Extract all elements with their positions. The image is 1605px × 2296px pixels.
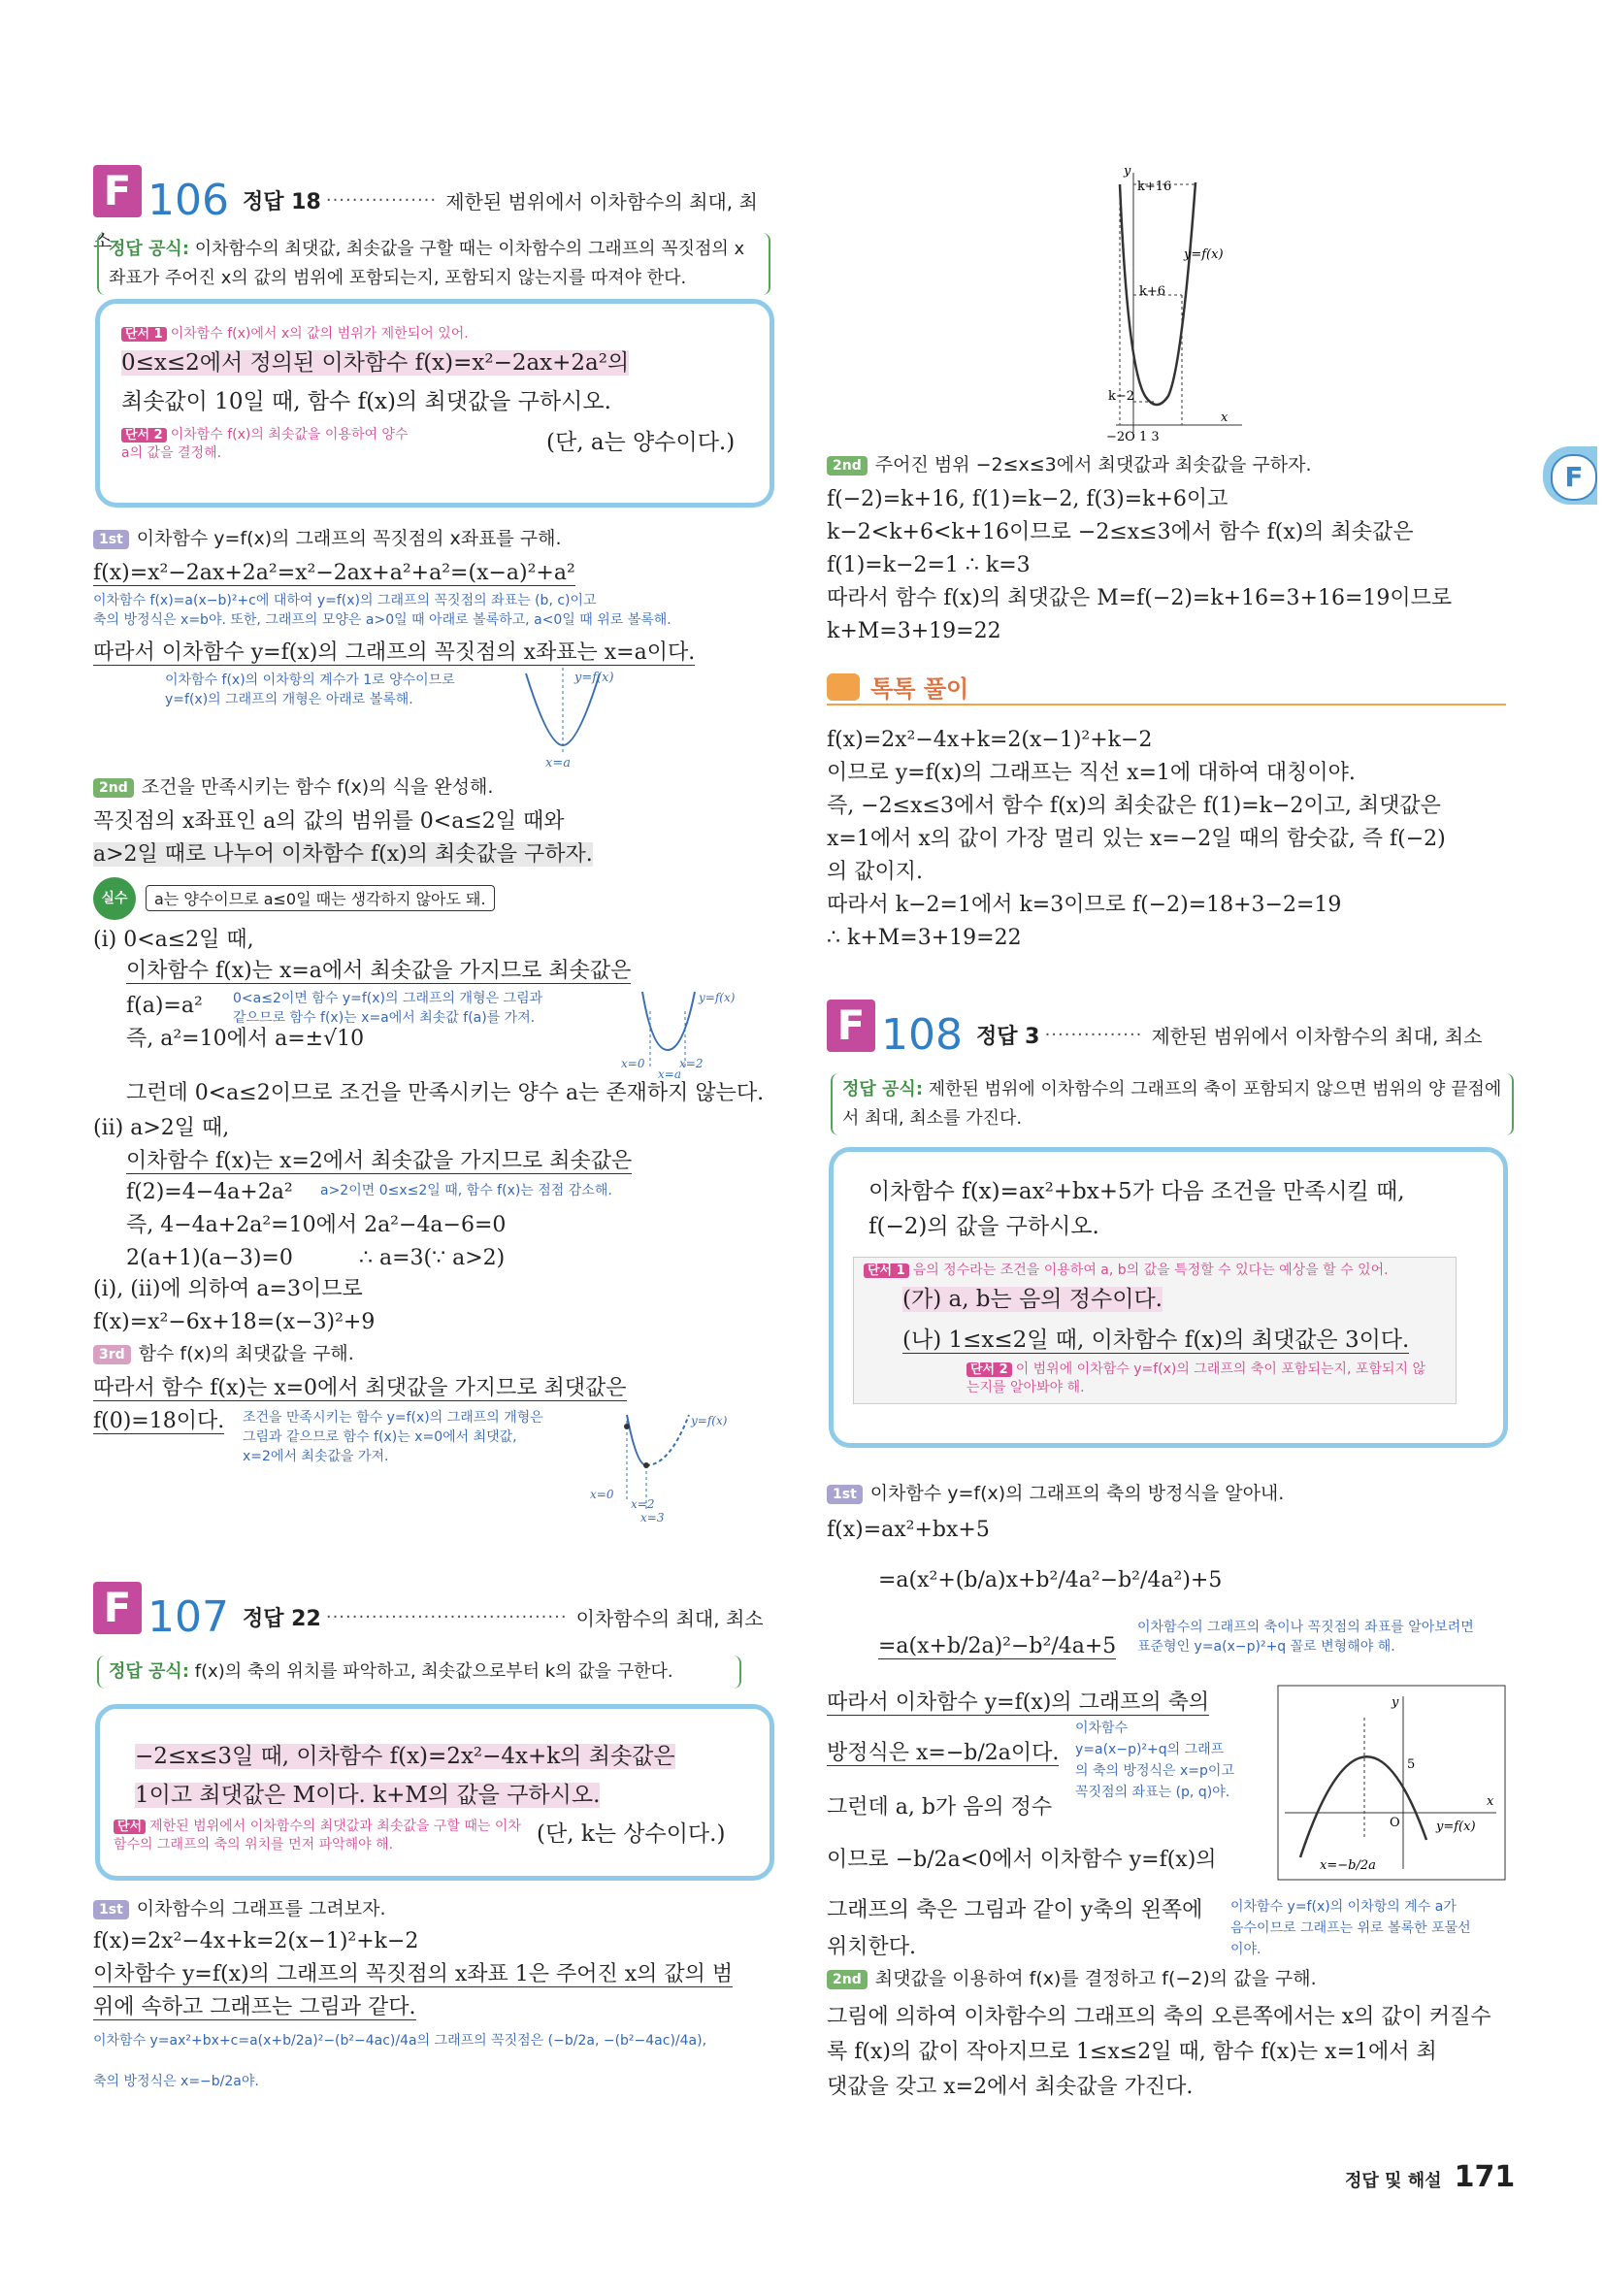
- step-1st-108: [827, 1479, 1284, 1508]
- tick-labels: −2O 1 3: [1106, 430, 1160, 444]
- eq-line: f(x)=ax²+bx+5: [827, 1518, 990, 1542]
- step-3rd-106: [93, 1339, 354, 1368]
- page-number: 171: [1454, 2160, 1516, 2194]
- eq-line: k−2<k+6<k+16이므로 −2≤x≤3에서 함수 f(x)의 최솟값은: [827, 520, 1414, 544]
- body-line: ∴ k+M=3+19=22: [827, 926, 1022, 950]
- leader-dots: ···············: [1044, 1025, 1143, 1045]
- note: x=2에서 최솟값을 가져.: [243, 1449, 389, 1464]
- topic-label: 제한된 범위에서 이차함수의 최대, 최소: [93, 190, 758, 252]
- question-box-107: [95, 1704, 774, 1881]
- eq-line: ∴ a=3(∵ a>2): [359, 1246, 506, 1270]
- note: 축의 방정식은 x=−b/2a야.: [93, 2074, 259, 2089]
- leader-dots: ·················: [325, 190, 438, 211]
- graph-label: x=a: [658, 1067, 681, 1081]
- note: 이차함수 f(x)=a(x−b)²+c에 대하여 y=f(x)의 그래프의 꼭짓점의 좌표는 (b, c)이고: [93, 593, 597, 608]
- hint-text: 이 범위에 이차함수 y=f(x)의 그래프의 축이 포함되는지, 포함되지 않는지를 알아봐야 해.: [966, 1361, 1425, 1395]
- note: 의 축의 방정식은 x=p이고: [1075, 1763, 1234, 1779]
- eq-line: =a(x²+(b/a)x+b²/4a²−b²/4a²)+5: [878, 1568, 1223, 1592]
- step-text: 조건을 만족시키는 함수 f(x)의 식을 완성해.: [141, 776, 494, 798]
- step-2nd-107: [827, 450, 1312, 479]
- step-text: 최댓값을 이용하여 f(x)를 결정하고 f(−2)의 값을 구해.: [874, 1968, 1317, 1989]
- origin-label: O: [1390, 1816, 1400, 1830]
- body-line: 댓값을 갖고 x=2에서 최솟값을 가진다.: [827, 2075, 1194, 2099]
- note: 이야.: [1230, 1942, 1261, 1957]
- body-line: (ⅰ), (ⅱ)에 의하여 a=3이므로: [93, 1277, 363, 1301]
- question-line-2: [135, 1777, 600, 1814]
- warning-text: a는 양수이므로 a≤0일 때는 생각하지 않아도 돼.: [146, 885, 495, 911]
- body-text: 이차함수 y=f(x)의 그래프의 꼭짓점의 x좌표 1은 주어진 x의 값의 범: [93, 1962, 734, 1986]
- note: 이차함수 y=f(x)의 이차항의 계수 a가: [1230, 1899, 1457, 1915]
- answer-label: 정답 18: [242, 190, 321, 214]
- step-tag: 1st: [827, 1485, 863, 1504]
- question-line-1: [121, 344, 629, 381]
- eq-line: 2(a+1)(a−3)=0: [126, 1246, 293, 1270]
- body-line: [93, 805, 565, 837]
- body-line: 그런데 a, b가 음의 정수: [827, 1795, 1053, 1820]
- body-text: 꼭짓점의 x좌표인 a의 값의 범위를 0<a≤2일 때와: [93, 809, 565, 834]
- body-line: [126, 955, 631, 987]
- graph-label: x=2: [679, 1057, 704, 1070]
- note: 이차함수 y=ax²+bx+c=a(x+b/2a)²−(b²−4ac)/4a의 그래프의 꼭짓점은 (−b/2a, −(b²−4ac)/4a),: [93, 2033, 707, 2049]
- body-line: 위치한다.: [827, 1935, 917, 1959]
- page-footer: [1345, 2160, 1515, 2194]
- question-text: 0≤x≤2에서 정의된 이차함수 f(x)=x²−2ax+2a²의: [121, 350, 630, 376]
- eq-line: 즉, 4−4a+2a²=10에서 2a²−4a−6=0: [126, 1213, 507, 1237]
- case-1: (ⅰ) 0<a≤2일 때,: [93, 928, 254, 952]
- graph-label: y=f(x): [691, 1414, 728, 1427]
- note: y=f(x)의 그래프의 개형은 아래로 볼록해.: [165, 692, 413, 707]
- body-text: 방정식은 x=−b/2a이다.: [827, 1741, 1060, 1765]
- body-line: 즉, −2≤x≤3에서 함수 f(x)의 최솟값은 f(1)=k−2이고, 최댓값은: [827, 794, 1441, 818]
- axis-label: x: [1487, 1794, 1494, 1809]
- point: [624, 1424, 630, 1429]
- body-line: 의 값이지.: [827, 860, 923, 884]
- eq-line: k+M=3+19=22: [827, 619, 1001, 643]
- step-text: 주어진 범위 −2≤x≤3에서 최댓값과 최솟값을 구하자.: [874, 454, 1312, 476]
- answer-label: 정답 3: [975, 1025, 1040, 1049]
- eq-line: [878, 1630, 1116, 1662]
- eq-line: [93, 557, 575, 589]
- sparkle-icon: [827, 673, 860, 701]
- step-tag: 1st: [93, 530, 129, 549]
- note: 음수이므로 그래프는 위로 볼록한 포물선: [1230, 1920, 1471, 1936]
- hint-text: 음의 정수라는 조건을 이용하여 a, b의 값을 특정할 수 있다는 예상을 할 수 있어.: [912, 1263, 1389, 1278]
- body-line: 따라서 k−2=1에서 k=3이므로 f(−2)=18+3−2=19: [827, 893, 1342, 917]
- formula-text: 이차함수의 최댓값, 최솟값을 구할 때는 이차함수의 그래프의 꼭짓점의 x좌표가 주어진 x의 값의 범위에 포함되는지, 포함되지 않는지를 따져야 한다.: [109, 239, 745, 288]
- step-tag: 2nd: [827, 1970, 868, 1989]
- problem-number: 108: [881, 1010, 963, 1060]
- step-text: 이차함수 y=f(x)의 그래프의 꼭짓점의 x좌표를 구해.: [136, 528, 562, 549]
- body-line: [93, 838, 593, 870]
- graph-frame: [1278, 1686, 1505, 1880]
- graph-2-106: [621, 982, 737, 1079]
- side-tab: [1543, 446, 1597, 505]
- point: [643, 1462, 649, 1468]
- body-text: 이차함수 f(x)는 x=a에서 최솟값을 가지므로 최솟값은: [126, 959, 632, 983]
- tok-title: 톡톡 풀이: [870, 675, 969, 703]
- graph-label: x=0: [590, 1488, 614, 1501]
- formula-label: 정답 공식:: [109, 1661, 190, 1682]
- note: 이차함수: [1075, 1721, 1129, 1736]
- graph-label: x=−b/2a: [1320, 1858, 1376, 1873]
- formula-label: 정답 공식:: [842, 1079, 924, 1099]
- body-line: [827, 1737, 1059, 1769]
- f-badge: F: [93, 1582, 142, 1634]
- question-condition: (단, a는 양수이다.): [546, 430, 736, 455]
- topic-label: 이차함수의 최대, 최소: [575, 1607, 764, 1630]
- body-text: 따라서 이차함수 y=f(x)의 그래프의 축의: [827, 1690, 1210, 1715]
- graph-label: x=0: [621, 1057, 645, 1070]
- note: 그림과 같으므로 함수 f(x)는 x=0에서 최댓값,: [243, 1429, 517, 1445]
- hint-tag: 단서 2: [966, 1362, 1012, 1377]
- footer-label: 정답 및 해설: [1345, 2171, 1442, 2191]
- condition-2: [902, 1322, 1409, 1359]
- parabola-dashed: [646, 1415, 689, 1465]
- body-line: 이므로 −b/2a<0에서 이차함수 y=f(x)의: [827, 1848, 1217, 1872]
- question-line-1: 이차함수 f(x)=ax²+bx+5가 다음 조건을 만족시킬 때,: [868, 1179, 1405, 1204]
- value-label: 5: [1407, 1757, 1416, 1772]
- question-condition: (단, k는 상수이다.): [537, 1821, 726, 1847]
- body-line: [93, 637, 695, 669]
- body-text: 따라서 함수 f(x)는 x=0에서 최댓값을 가지므로 최댓값은: [93, 1376, 627, 1400]
- hint-tag: 단서: [114, 1820, 146, 1834]
- body-line: [93, 1372, 627, 1404]
- eq-line: f(x)=x²−6x+18=(x−3)²+9: [93, 1310, 376, 1334]
- value-label: k−2: [1108, 389, 1135, 404]
- body-line: [126, 1145, 632, 1177]
- note: 0<a≤2이면 함수 y=f(x)의 그래프의 개형은 그림과: [233, 991, 543, 1006]
- parabola-solid: [627, 1415, 646, 1465]
- hint-tag: 단서 1: [864, 1263, 909, 1278]
- body-text: 위에 속하고 그래프는 그림과 같다.: [93, 1995, 416, 2019]
- leader-dots: ·····································: [325, 1607, 568, 1627]
- eq-line: 즉, a²=10에서 a=±√10: [126, 1027, 365, 1051]
- question-line-1: [135, 1738, 675, 1775]
- body-line: 록 f(x)의 값이 작아지므로 1≤x≤2일 때, 함수 f(x)는 x=1에서 최: [827, 2040, 1437, 2064]
- formula-text: 제한된 범위에 이차함수의 그래프의 축이 포함되지 않으면 범위의 양 끝점에서 최대, 최소를 가진다.: [842, 1079, 1502, 1129]
- problem-number: 107: [147, 1592, 229, 1642]
- eq-line: 따라서 함수 f(x)의 최댓값은 M=f(−2)=k+16=3+16=19이므로: [827, 586, 1453, 610]
- step-1st-107: [93, 1894, 386, 1923]
- condition-text: (나) 1≤x≤2일 때, 이차함수 f(x)의 최댓값은 3이다.: [902, 1328, 1410, 1353]
- question-box-108: [829, 1147, 1508, 1448]
- step-tag: 1st: [93, 1900, 129, 1919]
- graph-label: y=f(x): [1436, 1820, 1476, 1834]
- step-tag: 3rd: [93, 1345, 131, 1364]
- equation: f(x)=x²−2ax+2a²=x²−2ax+a²+a²=(x−a)²+a²: [93, 561, 575, 585]
- f-badge: F: [827, 1000, 875, 1052]
- note: a>2이면 0≤x≤2일 때, 함수 f(x)는 점점 감소해.: [320, 1183, 612, 1198]
- hint-tag: 단서 2: [121, 428, 167, 443]
- problem-108-header: [827, 1000, 1525, 1060]
- note: y=a(x−p)²+q의 그래프: [1075, 1742, 1225, 1757]
- step-tag: 2nd: [827, 456, 868, 476]
- case-2: (ⅱ) a>2일 때,: [93, 1116, 230, 1140]
- hint-tag: 단서 1: [121, 327, 167, 342]
- hint-text: 이차함수 f(x)에서 x의 값의 범위가 제한되어 있어.: [170, 326, 469, 342]
- formula-text: f(x)의 축의 위치를 파악하고, 최솟값으로부터 k의 값을 구한다.: [194, 1661, 673, 1682]
- value-label: k+6: [1139, 284, 1166, 299]
- body-line: 이므로 y=f(x)의 그래프는 직선 x=1에 대하여 대칭이야.: [827, 761, 1356, 785]
- question-line-2: [121, 383, 611, 420]
- step-text: 이차함수의 그래프를 그려보자.: [136, 1898, 386, 1919]
- eq-line: f(x)=2x²−4x+k=2(x−1)²+k−2: [93, 1929, 419, 1953]
- body-line: [93, 1991, 416, 2023]
- problem-number: 106: [147, 176, 229, 225]
- note: 축의 방정식은 x=b야. 또한, 그래프의 모양은 a>0일 때 아래로 볼록하고, a<0일 때 위로 볼록해.: [93, 612, 671, 628]
- graph-108: [1277, 1685, 1506, 1881]
- note: 꼭짓점의 좌표는 (p, q)야.: [1075, 1785, 1230, 1800]
- hint-2: [966, 1361, 1432, 1396]
- hint-2: [121, 426, 412, 462]
- note: 이차함수 f(x)의 이차항의 계수가 1로 양수이므로: [165, 672, 455, 688]
- value-label: k+16: [1137, 180, 1172, 194]
- graph-3-106: [582, 1405, 757, 1525]
- condition-text: (가) a, b는 음의 정수이다.: [902, 1287, 1163, 1312]
- graph-label: x=2: [631, 1497, 655, 1511]
- condition-box: [853, 1257, 1457, 1404]
- formula-box-106: [97, 233, 770, 295]
- hint-text: 이차함수 f(x)의 최솟값을 이용하여 양수 a의 값을 결정해.: [121, 427, 409, 461]
- body-text: 따라서 이차함수 y=f(x)의 그래프의 꼭짓점의 x좌표는 x=a이다.: [93, 640, 696, 665]
- hint: [114, 1818, 521, 1853]
- eq-line: f(1)=k−2=1 ∴ k=3: [827, 553, 1031, 577]
- topic-label: 제한된 범위에서 이차함수의 최대, 최소: [1151, 1025, 1483, 1048]
- graph-label: y=f(x): [1184, 247, 1224, 262]
- step-text: 함수 f(x)의 최댓값을 구해.: [138, 1343, 354, 1364]
- formula-box-108: [831, 1073, 1514, 1135]
- question-text: 최솟값이 10일 때, 함수 f(x)의 최댓값을 구하시오.: [121, 389, 611, 414]
- body-text: a>2일 때로 나누어 이차함수 f(x)의 최솟값을 구하자.: [93, 842, 593, 867]
- graph-label: x=a: [545, 756, 571, 771]
- equation: =a(x+b/2a)²−b²/4a+5: [878, 1634, 1117, 1658]
- axis-label: x: [1221, 410, 1228, 425]
- eq-line: f(−2)=k+16, f(1)=k−2, f(3)=k+6이고: [827, 487, 1228, 511]
- condition-1: [902, 1281, 1163, 1318]
- body-line: x=1에서 x의 값이 가장 멀리 있는 x=−2일 때의 함숫값, 즉 f(−2): [827, 827, 1446, 851]
- question-box-106: [95, 299, 774, 508]
- step-2nd-108: [827, 1964, 1317, 1993]
- graph-107: [1087, 163, 1252, 444]
- body-line: 그래프의 축은 그림과 같이 y축의 왼쪽에: [827, 1898, 1203, 1922]
- graph-label: y=f(x): [699, 991, 736, 1004]
- note: 이차함수의 그래프의 축이나 꼭짓점의 좌표를 알아보려면: [1137, 1620, 1474, 1635]
- note: 표준형인 y=a(x−p)²+q 꼴로 변형해야 해.: [1137, 1639, 1395, 1655]
- step-2nd-106: [93, 772, 493, 802]
- body-line: [93, 1405, 224, 1437]
- warning-badge: 실수: [93, 877, 136, 920]
- side-tab-label: F: [1551, 454, 1597, 501]
- graph-label: x=3: [640, 1511, 665, 1525]
- step-tag: 2nd: [93, 778, 134, 798]
- step-text: 이차함수 y=f(x)의 그래프의 축의 방정식을 알아내.: [869, 1483, 1285, 1504]
- hint-1: [121, 325, 469, 344]
- step-1st-106: [93, 524, 562, 553]
- formula-label: 정답 공식:: [109, 239, 190, 259]
- axis-label: y: [1392, 1695, 1399, 1710]
- problem-107-header: [93, 1582, 772, 1642]
- body-line: 그런데 0<a≤2이므로 조건을 만족시키는 양수 a는 존재하지 않는다.: [126, 1081, 765, 1105]
- question-text: 1이고 최댓값은 M이다. k+M의 값을 구하시오.: [135, 1783, 601, 1808]
- hint-1: [864, 1262, 1389, 1280]
- body-line: [827, 1687, 1209, 1719]
- question-text: −2≤x≤3일 때, 이차함수 f(x)=2x²−4x+k의 최솟값은: [135, 1744, 675, 1769]
- answer-label: 정답 22: [242, 1607, 321, 1631]
- body-line: [93, 1958, 733, 1990]
- graph-label: y=f(x): [574, 671, 614, 685]
- hint-text: 제한된 범위에서 이차함수의 최댓값과 최솟값을 구할 때는 이차함수의 그래프의 축의 위치를 먼저 파악해야 해.: [114, 1819, 521, 1853]
- eq-line: f(2)=4−4a+2a²: [126, 1180, 293, 1204]
- body-text: 이차함수 f(x)는 x=2에서 최솟값을 가지므로 최솟값은: [126, 1149, 633, 1173]
- body-text: f(0)=18이다.: [93, 1409, 225, 1433]
- f-badge: F: [93, 165, 142, 217]
- eq-line: f(x)=2x²−4x+k=2(x−1)²+k−2: [827, 728, 1153, 752]
- note: 조건을 만족시키는 함수 y=f(x)의 그래프의 개형은: [243, 1410, 543, 1426]
- eq-line: f(a)=a²: [126, 994, 203, 1018]
- formula-box-107: [97, 1656, 741, 1689]
- body-line: 그림에 의하여 이차함수의 그래프의 축의 오른쪽에서는 x의 값이 커질수: [827, 2005, 1491, 2029]
- graph-1-106: [505, 668, 621, 770]
- question-line-2: f(−2)의 값을 구하시오.: [868, 1214, 1099, 1239]
- tok-header: [827, 670, 1506, 705]
- note: 같으므로 함수 f(x)는 x=a에서 최솟값 f(a)를 가져.: [233, 1010, 536, 1026]
- axis-label: y: [1124, 164, 1131, 179]
